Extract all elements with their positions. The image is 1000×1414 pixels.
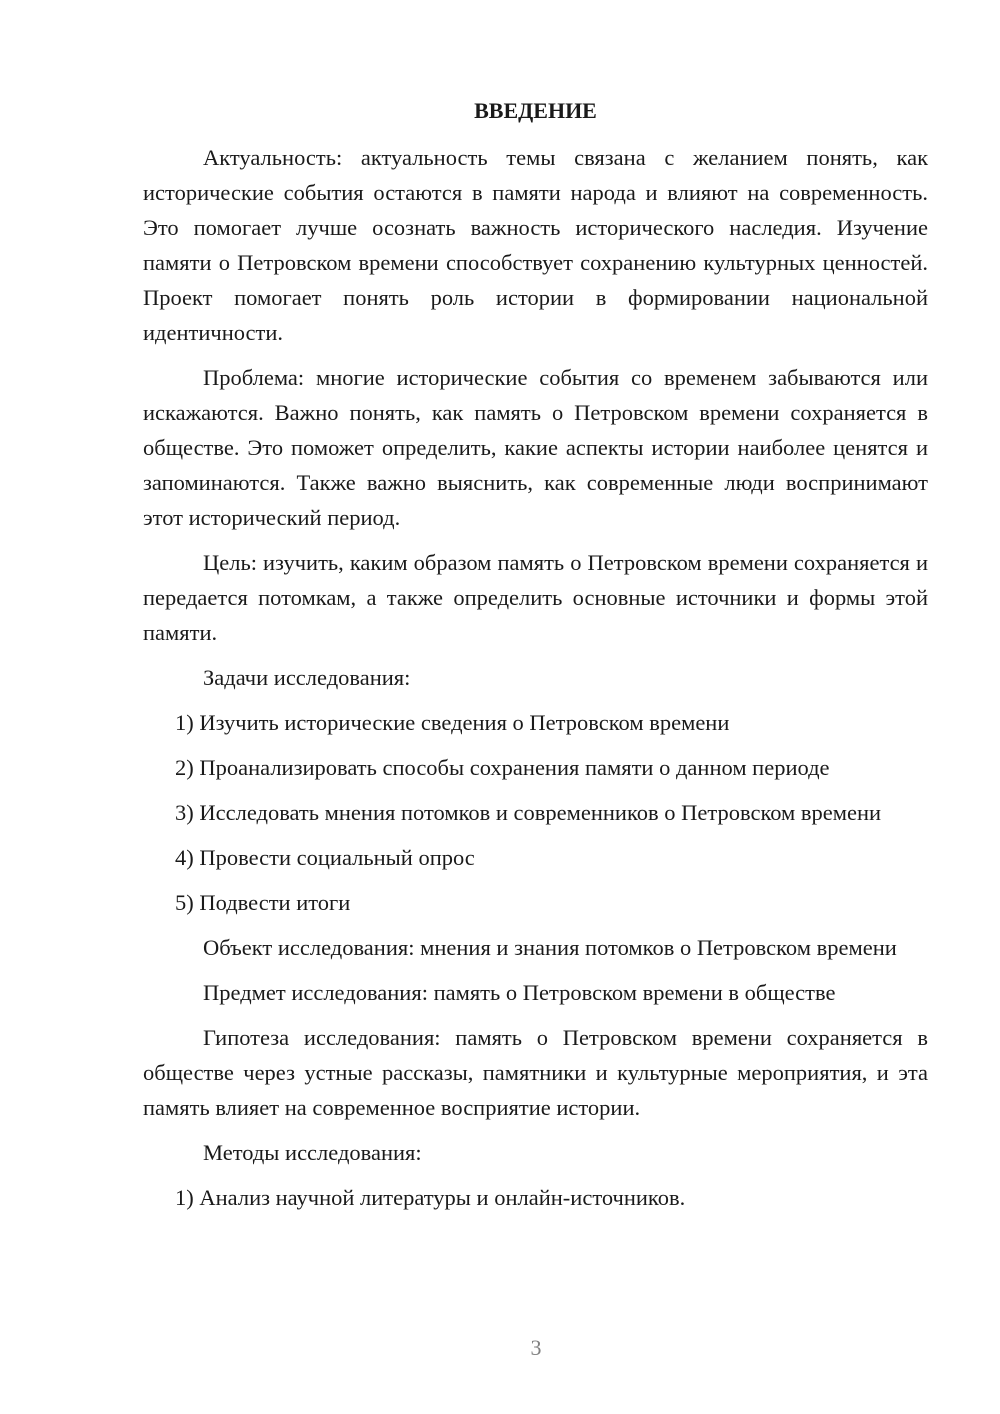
tasks-heading: Задачи исследования:	[203, 665, 411, 690]
relevance-paragraph: Актуальность: актуальность темы связана с желанием понять, как исторические события остаются в памяти народа и влияют на современность. Это помогает лучше осознать важность исторического наследия. Изучение памяти о Петровском времени способствует сохранению культурных ценностей. Проект помогает понять роль истории в формировании национальной идентичности.	[143, 145, 928, 345]
method-item: 1) Анализ научной литературы и онлайн-источников.	[175, 1185, 686, 1210]
hypothesis-paragraph: Гипотеза исследования: память о Петровском времени сохраняется в обществе через устные рассказы, памятники и культурные мероприятия, и эта память влияет на современное восприятие истории.	[143, 1025, 928, 1120]
document-page	[143, 96, 928, 1225]
task-item: 1) Изучить исторические сведения о Петровском времени	[175, 710, 730, 735]
goal-paragraph: Цель: изучить, каким образом память о Петровском времени сохраняется и передается потомкам, а также определить основные источники и формы этой памяти.	[143, 550, 928, 645]
page-number: 3	[530, 1335, 542, 1360]
page-title: ВВЕДЕНИЕ	[474, 98, 597, 123]
task-item: 2) Проанализировать способы сохранения памяти о данном периоде	[175, 755, 830, 780]
subject-paragraph: Предмет исследования: память о Петровском времени в обществе	[203, 980, 836, 1005]
methods-heading: Методы исследования:	[203, 1140, 422, 1165]
object-paragraph: Объект исследования: мнения и знания потомков о Петровском времени	[203, 935, 897, 960]
task-item: 4) Провести социальный опрос	[175, 845, 475, 870]
task-item: 5) Подвести итоги	[175, 890, 351, 915]
task-item: 3) Исследовать мнения потомков и современников о Петровском времени	[175, 800, 882, 825]
problem-paragraph: Проблема: многие исторические события со временем забываются или искажаются. Важно понять, как память о Петровском времени сохраняется в обществе. Это поможет определить, какие аспекты истории наиболее ценятся и запоминаются. Также важно выяснить, как современные люди воспринимают этот исторический период.	[143, 365, 928, 530]
